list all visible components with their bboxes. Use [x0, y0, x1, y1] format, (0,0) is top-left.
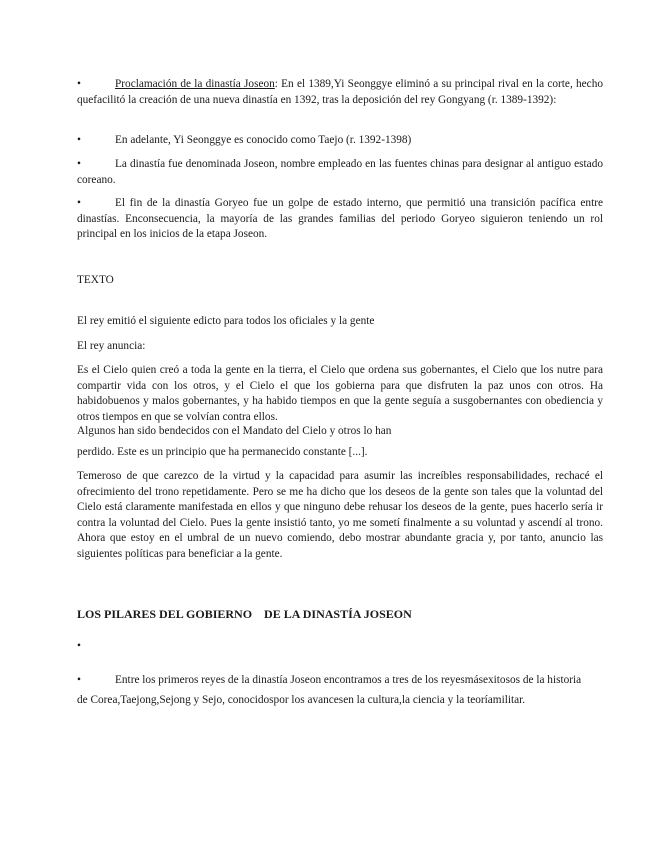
edict-paragraph-1-line-c: perdido. Este es un principio que ha permanecido constante [...].	[77, 446, 368, 458]
bullet-glyph: •	[77, 640, 81, 652]
empty-bullet	[77, 639, 603, 655]
bullet-glyph: •	[77, 78, 81, 90]
edict-intro: El rey emitió el siguiente edicto para todos los oficiales y la gente	[77, 315, 375, 327]
bullet-item-joseon-name	[77, 157, 603, 188]
proclamation-link-text: Proclamación de la dinastía Joseon	[115, 78, 275, 90]
texto-heading: TEXTO	[77, 274, 114, 286]
kings-line-1: Entre los primeros reyes de la dinastía Joseon encontramos a tres de los reyesmásexitosos de la historia	[115, 674, 582, 686]
bullet-glyph: •	[77, 674, 81, 686]
bullet-glyph: •	[77, 134, 81, 146]
goryeo-end-text: El fin de la dinastía Goryeo fue un golpe de estado interno, que permitió una transición pacífica entre dinastías. Enconsecuencia, la mayoría de las grandes familias del periodo Goryeo siguieron teniendo un rol principal en los inicios de la etapa Joseon.	[77, 197, 603, 241]
edict-paragraph-1-line-b: Algunos han sido bendecidos con el Mandato del Cielo y otros lo han	[77, 425, 392, 437]
bullet-item-proclamation	[77, 77, 603, 108]
edict-paragraph-1: Es el Cielo quien creó a toda la gente en la tierra, el Cielo que ordena sus gobernantes, el Cielo que los nutre para compartir vida con los otros, y el Cielo el que los gobierna para que disfruten la paz unos con otros. Ha habidobuenos y malos gobernantes, y ha habido tiempos en que la gente seguía a susgobernantes con obediencia y otros tiempos en que se volvían contra ellos.	[77, 364, 603, 423]
pillars-heading-text: LOS PILARES DEL GOBIERNO DE LA DINASTÍA JOSEON	[77, 607, 412, 621]
kings-line-2: de Corea,Taejong,Sejong y Sejo, conocidospor los avancesen la cultura,la ciencia y la teoríamilitar.	[77, 693, 526, 706]
edict-paragraph-2: Temeroso de que carezco de la virtud y la capacidad para asumir las increíbles responsabilidades, rechacé el ofrecimiento del trono repetidamente. Pero se me ha dicho que los deseos de la gente son tales que la voluntad del Cielo está claramente manifestada en ellos y que ninguno debe rehusar los deseos de la gente, pues hacerlo sería ir contra la voluntad del Cielo. Pues la gente insistió tanto, yo me sometí finalmente a su voluntad y ascendí al trono. Ahora que estoy en el umbral de un nuevo comiendo, debo mostrar abundante gracia y, por tanto, anuncio las siguientes políticas para beneficiar a la gente.	[77, 470, 603, 560]
bullet-glyph: •	[77, 197, 81, 209]
king-announces: El rey anuncia:	[77, 340, 146, 352]
taejo-text: En adelante, Yi Seonggye es conocido como Taejo (r. 1392-1398)	[115, 134, 412, 146]
bullet-item-kings	[77, 673, 603, 708]
pillars-heading	[77, 607, 603, 623]
bullet-glyph: •	[77, 158, 81, 170]
kings-line-1-wrap	[77, 673, 603, 689]
bullet-item-taejo	[77, 133, 603, 149]
bullet-item-goryeo-end	[77, 196, 603, 243]
proclamation-text: : En el 1389,Yi Seonggye eliminó a su principal rival en la corte, hecho quefacilitó la creación de una nueva dinastía en 1392, tras la deposición del rey Gongyang (r. 1389-1392):	[77, 78, 603, 106]
joseon-name-text: La dinastía fue denominada Joseon, nombre empleado en las fuentes chinas para designar al antiguo estado coreano.	[77, 158, 603, 186]
